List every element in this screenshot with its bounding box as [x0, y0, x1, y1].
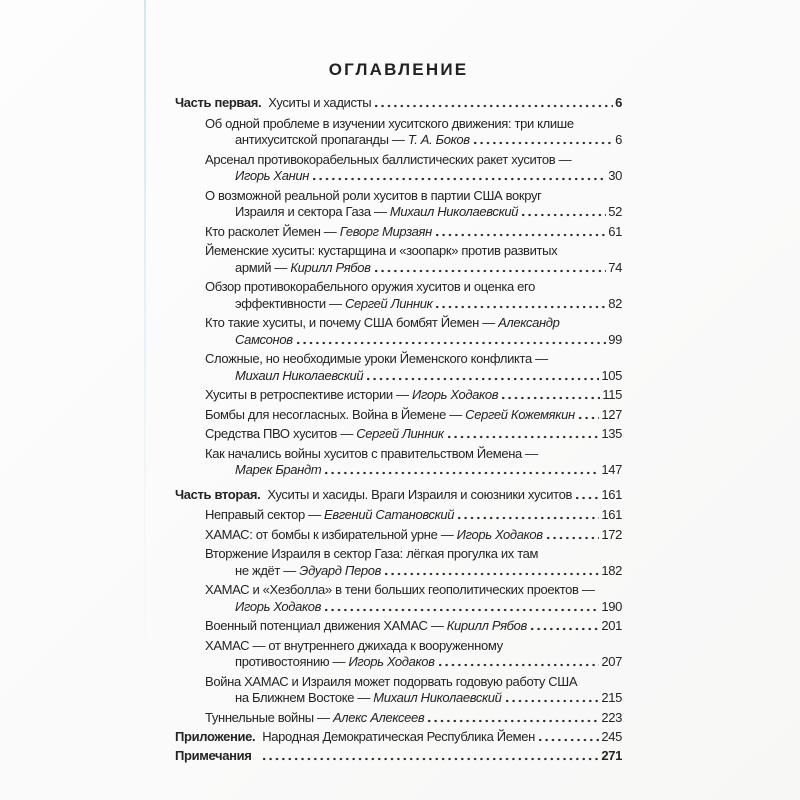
toc-line: [175, 638, 622, 655]
entry-text: ХАМАС и «Хезболла» в тени больших геополитических проектов —: [205, 582, 595, 597]
page-number: 147: [601, 462, 622, 477]
entry-text: Народная Демократическая Республика Йемен: [262, 729, 535, 744]
author-name: Алекс Алексеев: [332, 709, 425, 725]
toc-line: [175, 279, 622, 296]
entry-text: антихуситской пропаганды —: [235, 132, 408, 147]
dot-leader: [383, 563, 599, 580]
toc-line: [175, 674, 622, 691]
entry-text: Военный потенциал движения ХАМАС —: [205, 618, 447, 633]
toc-line: [175, 315, 622, 332]
page-number: 99: [608, 331, 622, 347]
dot-leader: [577, 407, 600, 424]
page-number: 245: [601, 729, 622, 744]
toc-line: [175, 116, 622, 133]
author-name: Михаил Николаевский: [373, 690, 502, 705]
entry-text: Израиля и сектора Газа —: [235, 204, 390, 219]
author-name: Игорь Ходаков: [235, 598, 322, 614]
toc-line: [175, 527, 622, 544]
toc-back-row: [175, 729, 622, 746]
toc-entry: [175, 710, 622, 727]
part-label: Часть первая.: [175, 95, 262, 110]
dot-leader: [456, 507, 599, 524]
toc-line: [175, 152, 622, 169]
dot-leader: [437, 654, 600, 671]
dot-leader: [500, 387, 600, 404]
part-label: Часть вторая.: [175, 486, 261, 502]
entry-text: на Ближнем Востоке —: [235, 690, 374, 705]
toc-line: [175, 654, 622, 671]
toc-line: [175, 243, 622, 260]
toc-entry: [175, 446, 622, 479]
toc-entry: [175, 426, 622, 443]
author-name: Михаил Николаевский: [389, 204, 519, 219]
entry-text: ХАМАС: от бомбы к избирательной урне —: [205, 526, 457, 542]
toc-entry: [175, 387, 622, 404]
entry-text: Неправый сектор —: [205, 507, 324, 522]
author-name: Евгений Сатановский: [324, 507, 455, 522]
toc-line: [175, 204, 622, 221]
page-number: 215: [601, 690, 622, 705]
dot-leader: [426, 710, 599, 727]
page-number: 82: [608, 295, 622, 311]
author-name: Игорь Ходаков: [456, 526, 543, 542]
page-title: ОГЛАВЛЕНИЕ: [328, 60, 469, 79]
author-name: Сергей Линник: [344, 295, 433, 311]
page-number: 115: [602, 387, 622, 402]
entry-text: О возможной реальной роли хуситов в партии США вокруг: [205, 187, 542, 203]
dot-leader: [574, 487, 599, 504]
toc-entry: [175, 582, 622, 615]
entry-text: Арсенал противокорабельных баллистических ракет хуситов —: [205, 151, 575, 167]
author-name: Сергей Кожемякин: [465, 406, 575, 422]
toc-line: [175, 351, 622, 368]
author-name: Сергей Линник: [356, 426, 444, 441]
toc-entry: [175, 116, 622, 149]
toc-entry: [175, 407, 622, 424]
page-number: 61: [608, 223, 622, 239]
entry-text: Туннельные войны —: [205, 709, 333, 725]
toc-line: [175, 387, 622, 404]
toc-line: [175, 563, 622, 580]
dot-leader: [323, 599, 599, 616]
toc-line: [175, 260, 622, 277]
toc-line: [175, 188, 622, 205]
toc-line: [175, 224, 622, 241]
toc-entry: [175, 243, 622, 276]
page-number: 6: [615, 95, 622, 110]
author-name: Кирилл Рябов: [290, 259, 371, 275]
entry-text: Об одной проблеме в изучении хуситского движения: три клише: [205, 115, 574, 131]
dot-leader: [504, 690, 600, 707]
toc-entry: [175, 152, 622, 185]
page-number: 161: [601, 507, 622, 522]
toc-line: [175, 507, 622, 524]
toc-line: [175, 168, 622, 185]
author-name: Михаил Николаевский: [235, 367, 364, 383]
dot-leader: [545, 527, 600, 544]
entry-text: Обзор противокорабельного оружия хуситов и оценка его: [205, 279, 536, 294]
part-label: Примечания: [175, 747, 252, 763]
toc-entry: [175, 188, 622, 221]
part-label: Приложение.: [175, 729, 256, 744]
page-number: 105: [601, 367, 622, 383]
toc-entry: [175, 527, 622, 544]
entry-text: не ждёт —: [235, 562, 300, 578]
entry-text: Как начались войны хуситов с правительством Йемена —: [205, 445, 538, 461]
toc-line: [175, 710, 622, 727]
page-number: 223: [601, 709, 622, 725]
toc-line: [175, 690, 622, 707]
toc-line: [175, 368, 622, 385]
page-edge-line: [144, 0, 146, 800]
entry-text: Кто такие хуситы, и почему США бомбят Йемен —: [205, 315, 499, 330]
table-of-contents: [175, 60, 622, 766]
toc-line: [175, 546, 622, 563]
toc-entry: [175, 224, 622, 241]
page-number: 201: [601, 618, 622, 633]
toc-entry: [175, 674, 622, 707]
entry-text: Средства ПВО хуситов —: [205, 426, 357, 441]
page-number: 6: [615, 132, 622, 147]
dot-leader: [261, 748, 600, 765]
toc-part-row: [175, 487, 622, 504]
entry-text: Кто расколет Йемен —: [205, 223, 340, 239]
dot-leader: [520, 204, 606, 221]
dot-leader: [311, 168, 606, 185]
toc-line: [175, 582, 622, 599]
toc-line: [175, 407, 622, 424]
toc-line: [175, 462, 622, 479]
page-number: 172: [601, 526, 622, 542]
author-name: Кирилл Рябов: [446, 618, 527, 633]
entry-text: Бомбы для несогласных. Война в Йемене —: [205, 406, 466, 422]
page-number: 52: [608, 204, 622, 219]
toc-entry: [175, 351, 622, 384]
toc-part-row: [175, 95, 622, 112]
entry-text: Йеменские хуситы: кустарщина и «зоопарк» против развитых: [205, 243, 558, 258]
dot-leader: [373, 95, 613, 112]
dot-leader: [537, 729, 599, 746]
page-number: 271: [601, 747, 622, 763]
toc-back-row: [175, 748, 622, 765]
page-number: 182: [601, 562, 622, 578]
toc-line: [175, 446, 622, 463]
entry-text: Сложные, но необходимые уроки Йеменского конфликта —: [205, 351, 548, 366]
entry-text: Хуситы и хасиды. Враги Израиля и союзники хуситов: [267, 486, 573, 502]
author-name: Александр: [498, 315, 560, 330]
dot-leader: [446, 426, 600, 443]
page-number: 30: [608, 168, 622, 183]
toc-line: [175, 618, 622, 635]
entry-text: ХАМАС — от внутреннего джихада к вооруженному: [205, 637, 503, 653]
dot-leader: [434, 296, 606, 313]
dot-leader: [529, 618, 599, 635]
toc-line: [175, 748, 622, 765]
toc-entry: [175, 638, 622, 671]
entry-text: эффективности —: [235, 295, 345, 311]
page-number: 161: [601, 486, 622, 502]
toc-line: [175, 599, 622, 616]
author-name: Игорь Ханин: [235, 168, 310, 183]
author-name: Т. А. Боков: [407, 132, 470, 147]
author-name: Геворг Мирзаян: [339, 223, 432, 239]
toc-entry: [175, 507, 622, 524]
author-name: Эдуард Перов: [299, 562, 382, 578]
toc-entry: [175, 279, 622, 312]
entry-text: Вторжение Израиля в сектор Газа: лёгкая прогулка их там: [205, 546, 539, 561]
author-name: Игорь Ходаков: [348, 654, 435, 669]
page-number: 135: [601, 426, 622, 441]
dot-leader: [472, 132, 613, 149]
page-number: 127: [601, 406, 622, 422]
toc-line: [175, 487, 622, 504]
toc-line: [175, 296, 622, 313]
page-number: 190: [601, 598, 622, 614]
toc-line: [175, 426, 622, 443]
entry-text: противостоянию —: [235, 654, 349, 669]
toc-entry: [175, 546, 622, 579]
page-number: 74: [608, 259, 622, 275]
dot-leader: [323, 462, 599, 479]
toc-line: [175, 132, 622, 149]
dot-leader: [373, 260, 607, 277]
page-number: 207: [601, 654, 622, 669]
entry-text: армий —: [235, 259, 291, 275]
toc-entry: [175, 618, 622, 635]
toc-line: [175, 95, 622, 112]
toc-line: [175, 729, 622, 746]
toc-entry: [175, 315, 622, 348]
toc-rows: [175, 95, 622, 764]
entry-text: Война ХАМАС и Израиля может подорвать годовую работу США: [205, 673, 578, 689]
dot-leader: [365, 368, 599, 385]
entry-text: Хуситы и хадисты: [268, 95, 372, 110]
author-name: Игорь Ходаков: [412, 387, 499, 402]
dot-leader: [295, 332, 607, 349]
author-name: Самсонов: [235, 331, 293, 347]
dot-leader: [434, 224, 606, 241]
toc-line: [175, 332, 622, 349]
entry-text: Хуситы в ретроспективе истории —: [205, 387, 413, 402]
author-name: Марек Брандт: [235, 462, 322, 477]
